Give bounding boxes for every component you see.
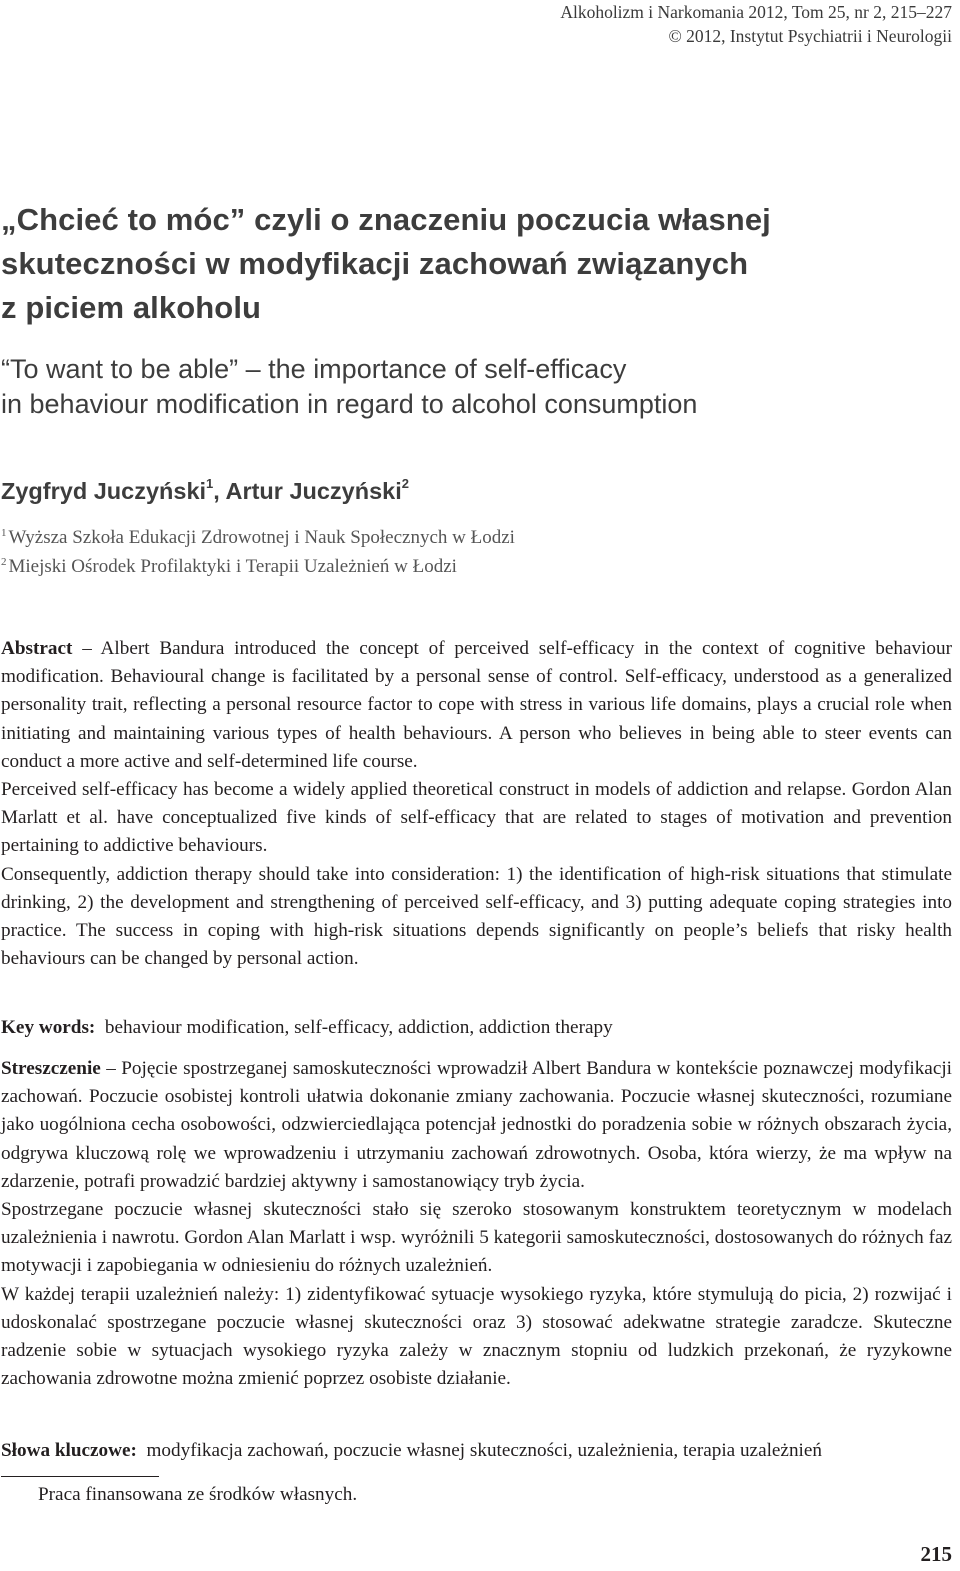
slowa-kluczowe (1, 1437, 952, 1465)
author-list (1, 476, 409, 506)
author-affiliation-mark: 2 (401, 476, 410, 492)
affiliation (1, 523, 515, 552)
affiliations (1, 523, 515, 581)
article-title-english (1, 352, 931, 422)
keywords-text: behaviour modification, self-efficacy, addiction, addiction therapy (104, 1017, 613, 1038)
keywords (1, 1014, 952, 1042)
abstract-paragraph: Perceived self-efficacy has become a widely applied theoretical construct in models of addiction and relapse. Gordon Alan Marlatt et al. have conceptualized five kinds of self-efficacy that are related to stages of motivation and prevention pertaining to addictive behaviours. (1, 779, 952, 857)
abstract-text: Albert Bandura introduced the concept of perceived self-efficacy in the context of cognitive behaviour modification. Behavioural change is facilitated by a personal sense of control. Self-efficacy, understood as a generalized personality trait, reflecting a personal resource factor to cope with stress in various life domains, plays a crucial role when initiating and maintaining various types of health behaviours. A person who believes in being able to steer events can conduct a more active and self-determined life course. (1, 638, 952, 772)
keywords-line (1, 1014, 952, 1042)
abstract-label: Abstract (1, 638, 73, 659)
streszczenie-dash: – (100, 1058, 122, 1079)
journal-header (560, 0, 952, 48)
affiliation-number: 1 (1, 526, 7, 539)
author-name: Artur Juczyński (225, 478, 402, 504)
affiliation-text: Wyższa Szkoła Edukacji Zdrowotnej i Nauk Społecznych w Łodzi (8, 527, 515, 548)
streszczenie-paragraph: Spostrzegane poczucie własnej skuteczności stało się szeroko stosowanym konstruktem teoretycznym w modelach uzależnienia i nawrotu. Gordon Alan Marlatt i wsp. wyróżnili 5 kategorii samoskuteczności, dostosowanych do różnych faz motywacji i zapobiegania w odniesieniu do różnych uzależnień. (1, 1199, 952, 1277)
streszczenie-paragraph (1, 1055, 952, 1196)
slowa-kluczowe-line (1, 1437, 952, 1465)
abstract (1, 635, 952, 973)
slowa-kluczowe-text: modyfikacja zachowań, poczucie własnej skuteczności, uzależnienia, terapia uzależnień (146, 1440, 822, 1461)
affiliation-text: Miejski Ośrodek Profilaktyki i Terapii Uzależnień w Łodzi (8, 556, 457, 577)
journal-copyright: © 2012, Instytut Psychiatrii i Neurologii (668, 26, 952, 46)
affiliation (1, 552, 515, 581)
title-pl-line: „Chcieć to móc” czyli o znaczeniu poczucia własnej (1, 202, 771, 237)
streszczenie-paragraph: W każdej terapii uzależnień należy: 1) zidentyfikować sytuacje wysokiego ryzyka, które stymulują do picia, 2) rozwijać i udoskonalać spostrzegane poczucie własnej skuteczności oraz 3) stosować adekwatne strategie zaradcze. Skuteczne radzenie sobie w sytuacjach wysokiego ryzyka zależy w znacznym stopniu od ludzkich przekonań, że ryzykowne zachowania zdrowotne można zmienić poprzez osobiste działanie. (1, 1283, 952, 1390)
footnote: Praca finansowana ze środków własnych. (38, 1484, 358, 1505)
abstract-paragraph (1, 635, 952, 776)
streszczenie (1, 1055, 952, 1393)
author-separator: , (213, 478, 226, 504)
page-number: 215 (920, 1542, 952, 1566)
article-title-polish (1, 198, 931, 330)
journal-citation: Alkoholizm i Narkomania 2012, Tom 25, nr 2, 215–227 (560, 2, 952, 22)
title-pl-line: skuteczności w modyfikacji zachowań związanych (1, 246, 749, 281)
streszczenie-text: Pojęcie spostrzeganej samoskuteczności wprowadził Albert Bandura w kontekście poznawczej modyfikacji zachowań. Poczucie osobistej kontroli ułatwia dokonanie zmiany zachowania. Poczucie własnej skuteczności, rozumiane jako uogólniona cecha osobowości, odzwierciedlająca potencjał jednostki do poradzenia sobie w różnych obszarach życia, odgrywa kluczową rolę we wprowadzeniu i utrzymaniu zachowań zdrowotnych. Osoba, która wierzy, że ma wpływ na zdarzenie, potrafi prowadzić bardziej aktywny i samostanowiący tryb życia. (1, 1058, 953, 1192)
keywords-label: Key words: (1, 1017, 96, 1038)
author-affiliation-mark: 1 (206, 476, 214, 492)
abstract-paragraph: Consequently, addiction therapy should take into consideration: 1) the identification of high-risk situations that stimulate drinking, 2) the development and strengthening of perceived self-efficacy, and 3) putting adequate coping strategies into practice. The success in coping with high-risk situations depends significantly on people’s beliefs that risky health behaviours can be changed by personal action. (1, 863, 952, 970)
streszczenie-label: Streszczenie (1, 1058, 101, 1079)
footnote-divider (1, 1476, 159, 1477)
slowa-kluczowe-label: Słowa kluczowe: (1, 1440, 137, 1461)
title-en-line: “To want to be able” – the importance of self-efficacy (1, 354, 627, 384)
title-en-line: in behaviour modification in regard to alcohol consumption (1, 389, 698, 419)
title-pl-line: z piciem alkoholu (1, 290, 262, 325)
abstract-dash: – (72, 638, 101, 659)
affiliation-number: 2 (1, 555, 7, 568)
author-name: Zygfryd Juczyński (1, 478, 207, 504)
